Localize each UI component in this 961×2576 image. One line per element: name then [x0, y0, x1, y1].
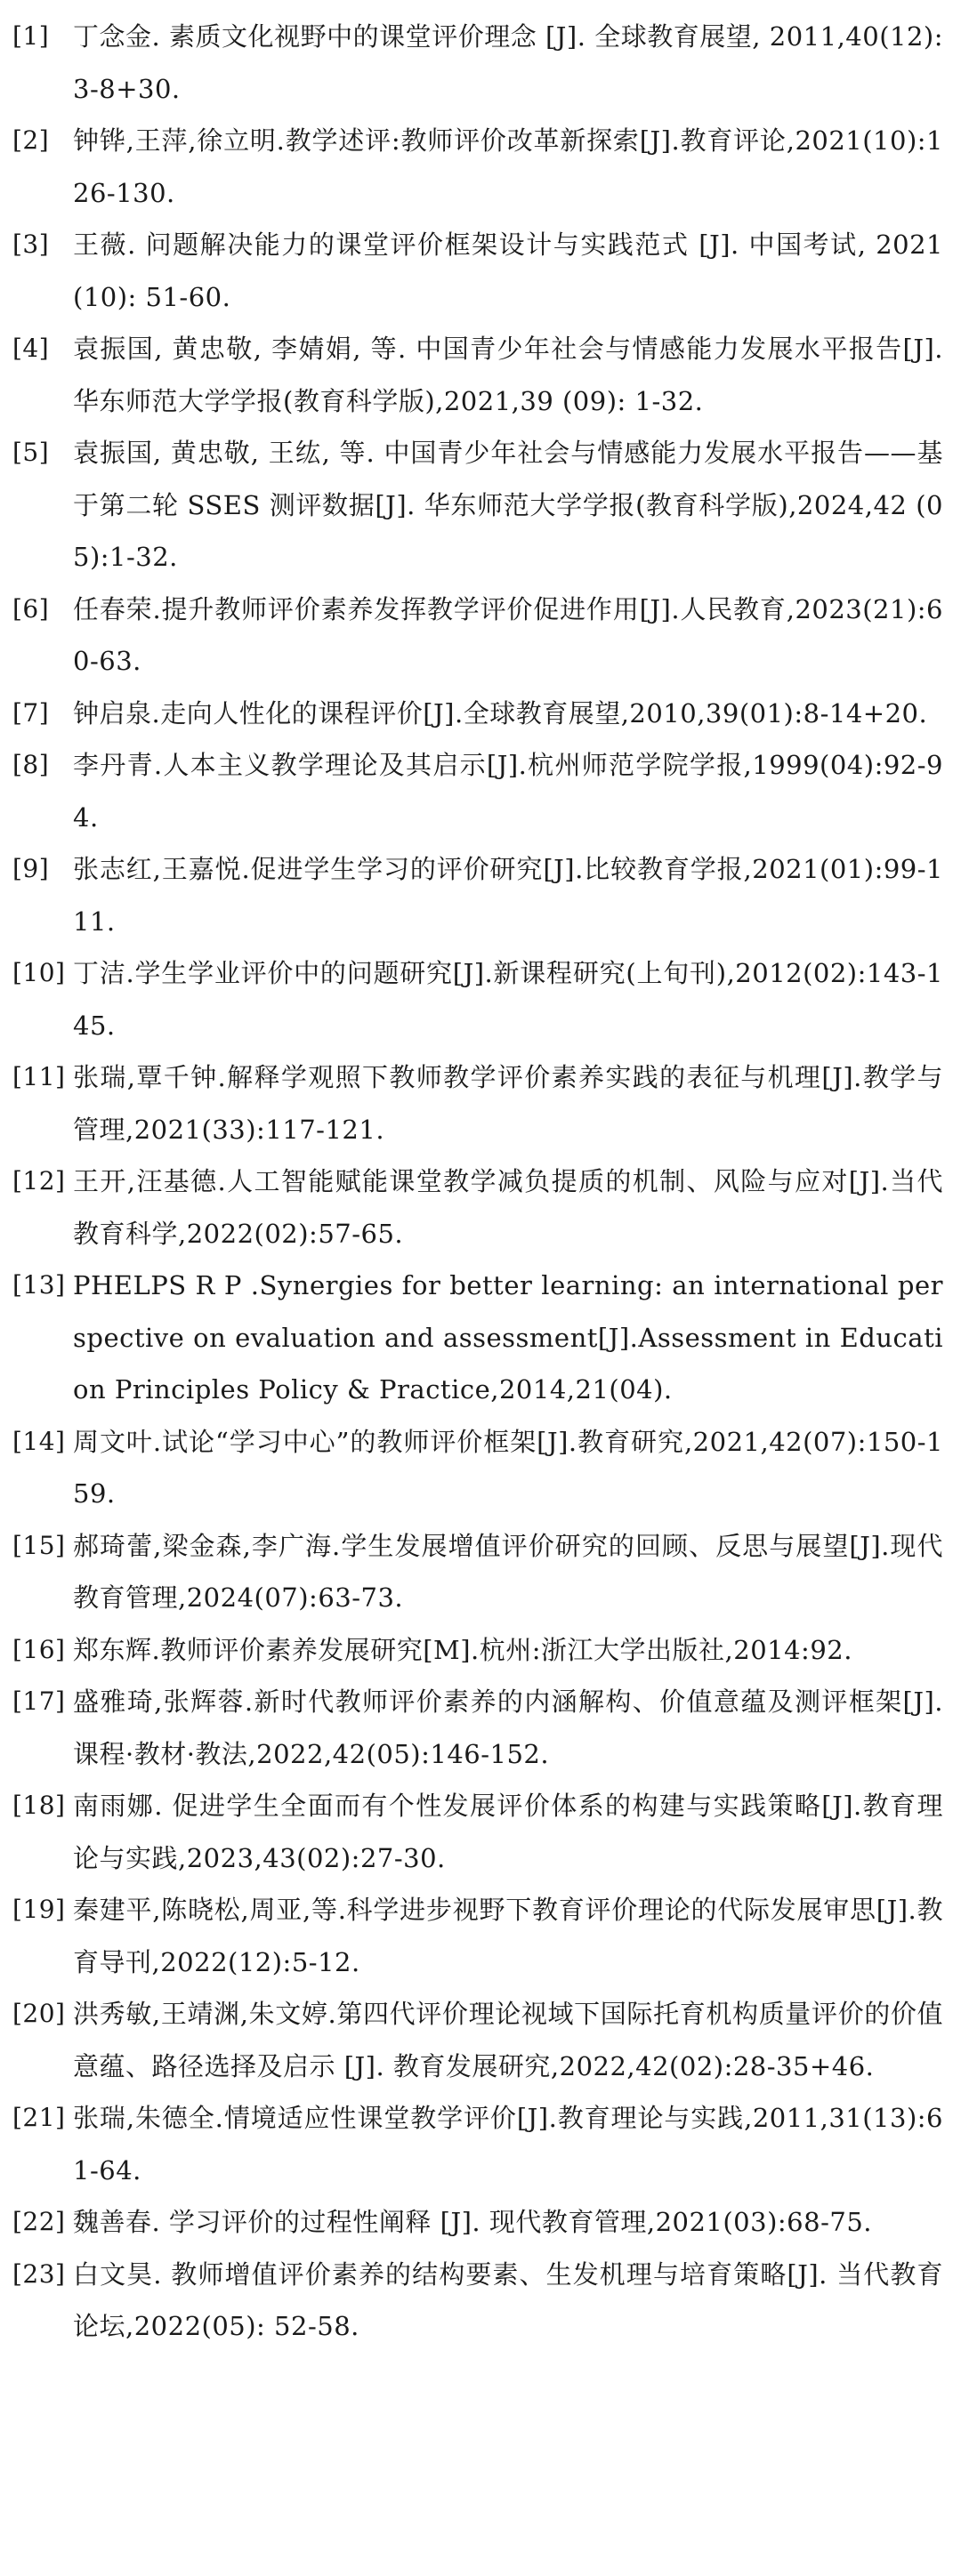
reference-list — [12, 11, 943, 2353]
reference-item — [12, 1624, 943, 1677]
reference-text: 王开,汪基德.人工智能赋能课堂教学减负提质的机制、风险与应对[J].当代教育科学,2022(02):57-65. — [73, 1166, 943, 1249]
reference-item — [12, 427, 943, 584]
reference-item — [12, 219, 943, 323]
reference-number: [23] — [12, 2258, 66, 2289]
reference-number: [16] — [12, 1634, 66, 1664]
reference-text: 丁念金. 素质文化视野中的课堂评价理念 [J]. 全球教育展望, 2011,40(12):3-8+30. — [73, 21, 943, 104]
reference-item — [12, 2249, 943, 2353]
reference-text: 钟铧,王萍,徐立明.教学述评:教师评价改革新探索[J].教育评论,2021(10):126-130. — [73, 125, 943, 208]
reference-item — [12, 739, 943, 843]
reference-text: 王薇. 问题解决能力的课堂评价框架设计与实践范式 [J]. 中国考试, 2021 (10): 51-60. — [73, 229, 943, 312]
reference-text: 洪秀敏,王靖渊,朱文婷.第四代评价理论视域下国际托育机构质量评价的价值意蕴、路径选择及启示 [J]. 教育发展研究,2022,42(02):28-35+46. — [73, 1999, 943, 2081]
reference-number: [5] — [12, 438, 50, 467]
reference-text: 秦建平,陈晓松,周亚,等.科学进步视野下教育评价理论的代际发展审思[J].教育导刊,2022(12):5-12. — [73, 1895, 943, 1977]
reference-text: PHELPS R P .Synergies for better learning: an international perspective on evaluation and assessment[J].Assessment in Education Principles Policy & Practice,2014,21(04). — [73, 1270, 943, 1405]
reference-number: [2] — [12, 125, 50, 155]
reference-number: [10] — [12, 958, 66, 987]
reference-text: 南雨娜. 促进学生全面而有个性发展评价体系的构建与实践策略[J].教育理论与实践,2023,43(02):27-30. — [73, 1791, 943, 1873]
reference-item — [12, 2092, 943, 2196]
reference-text: 袁振国, 黄忠敬, 李婧娟, 等. 中国青少年社会与情感能力发展水平报告[J]. 华东师范大学学报(教育科学版),2021,39 (09): 1-32. — [73, 334, 943, 416]
reference-number: [9] — [12, 854, 50, 883]
reference-text: 张瑞,朱德全.情境适应性课堂教学评价[J].教育理论与实践,2011,31(13):61-64. — [73, 2103, 943, 2186]
reference-item — [12, 584, 943, 688]
reference-item — [12, 1780, 943, 1884]
reference-item — [12, 1884, 943, 1988]
reference-item — [12, 843, 943, 947]
reference-item — [12, 1676, 943, 1780]
reference-item — [12, 1260, 943, 1416]
reference-text: 丁洁.学生学业评价中的问题研究[J].新课程研究(上旬刊),2012(02):143-145. — [73, 958, 943, 1041]
reference-number: [11] — [12, 1062, 66, 1091]
reference-number: [7] — [12, 697, 50, 728]
reference-number: [15] — [12, 1530, 66, 1560]
reference-number: [1] — [12, 21, 50, 51]
reference-number: [3] — [12, 229, 50, 259]
reference-item — [12, 1988, 943, 2092]
reference-item — [12, 1416, 943, 1520]
reference-item — [12, 115, 943, 219]
reference-number: [4] — [12, 334, 50, 363]
reference-number: [20] — [12, 1999, 66, 2028]
reference-number: [14] — [12, 1426, 66, 1456]
reference-text: 盛雅琦,张辉蓉.新时代教师评价素养的内涵解构、价值意蕴及测评框架[J].课程·教材·教法,2022,42(05):146-152. — [73, 1686, 943, 1769]
reference-number: [6] — [12, 593, 50, 624]
reference-text: 袁振国, 黄忠敬, 王纮, 等. 中国青少年社会与情感能力发展水平报告——基于第二轮 SSES 测评数据[J]. 华东师范大学学报(教育科学版),2024,42 (05):1-32. — [73, 438, 943, 572]
reference-text: 任春荣.提升教师评价素养发挥教学评价促进作用[J].人民教育,2023(21):60-63. — [73, 593, 943, 676]
reference-number: [19] — [12, 1895, 66, 1924]
reference-item — [12, 323, 943, 427]
reference-item — [12, 11, 943, 115]
reference-text: 郝琦蕾,梁金森,李广海.学生发展增值评价研究的回顾、反思与展望[J].现代教育管理,2024(07):63-73. — [73, 1530, 943, 1613]
reference-item — [12, 1051, 943, 1155]
reference-item — [12, 1520, 943, 1624]
reference-text: 魏善春. 学习评价的过程性阐释 [J]. 现代教育管理,2021(03):68-75. — [73, 2207, 872, 2237]
reference-number: [17] — [12, 1686, 66, 1716]
reference-text: 张志红,王嘉悦.促进学生学习的评价研究[J].比较教育学报,2021(01):99-111. — [73, 854, 943, 937]
reference-number: [22] — [12, 2207, 66, 2236]
reference-text: 钟启泉.走向人性化的课程评价[J].全球教育展望,2010,39(01):8-14+20. — [73, 697, 928, 729]
reference-number: [21] — [12, 2103, 66, 2132]
reference-text: 郑东辉.教师评价素养发展研究[M].杭州:浙江大学出版社,2014:92. — [73, 1634, 852, 1665]
reference-number: [8] — [12, 750, 50, 779]
reference-text: 李丹青.人本主义教学理论及其启示[J].杭州师范学院学报,1999(04):92-94. — [73, 750, 943, 833]
reference-number: [18] — [12, 1791, 66, 1820]
reference-text: 周文叶.试论“学习中心”的教师评价框架[J].教育研究,2021,42(07):150-159. — [73, 1426, 943, 1509]
reference-item — [12, 688, 943, 740]
reference-item — [12, 1155, 943, 1260]
reference-item — [12, 947, 943, 1051]
reference-number: [12] — [12, 1166, 66, 1195]
reference-text: 张瑞,覃千钟.解释学观照下教师教学评价素养实践的表征与机理[J].教学与管理,2021(33):117-121. — [73, 1062, 943, 1145]
reference-item — [12, 2196, 943, 2249]
reference-text: 白文昊. 教师增值评价素养的结构要素、生发机理与培育策略[J]. 当代教育论坛,2022(05): 52-58. — [73, 2258, 943, 2341]
reference-number: [13] — [12, 1270, 66, 1300]
